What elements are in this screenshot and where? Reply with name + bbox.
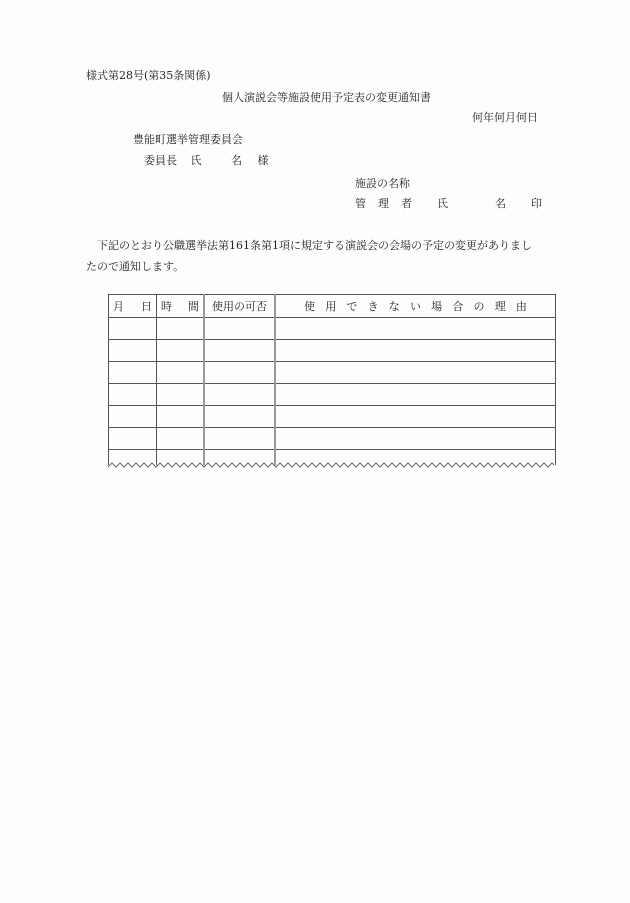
facility-name-label: 施設の名称: [355, 177, 410, 190]
cell-time[interactable]: [157, 428, 205, 450]
cell-time[interactable]: [157, 362, 205, 384]
chair-mei: 名: [231, 154, 242, 167]
cell-availability[interactable]: [204, 428, 275, 450]
cell-reason[interactable]: [275, 406, 556, 428]
table-row: [109, 406, 556, 428]
cell-availability[interactable]: [204, 362, 275, 384]
form-number-label: 様式第28号(第35条関係): [86, 69, 211, 82]
cell-reason[interactable]: [275, 340, 556, 362]
cell-date[interactable]: [109, 384, 157, 406]
table-continuation-wave: [108, 458, 555, 472]
body-text-line2: たので通知します。: [86, 260, 185, 273]
manager-char: 理: [378, 197, 389, 210]
table-row: [109, 318, 556, 340]
manager-char: 氏: [437, 197, 448, 210]
cell-availability[interactable]: [204, 406, 275, 428]
cell-reason[interactable]: [275, 428, 556, 450]
body-text-line1: 下記のとおり公職選挙法第161条第1項に規定する演説会の会場の予定の変更がありまし: [97, 239, 532, 252]
document-title: 個人演説会等施設使用予定表の変更通知書: [222, 91, 431, 104]
cell-availability[interactable]: [204, 384, 275, 406]
chair-title: 委員長: [144, 154, 177, 167]
table-row: [109, 340, 556, 362]
cell-time[interactable]: [157, 318, 205, 340]
schedule-change-table: [108, 294, 556, 465]
table-header-row: [109, 295, 556, 318]
addressee-chair: [144, 152, 269, 168]
cell-time[interactable]: [157, 406, 205, 428]
cell-time[interactable]: [157, 340, 205, 362]
cell-availability[interactable]: [204, 318, 275, 340]
header-time: 時 間: [157, 295, 205, 318]
cell-reason[interactable]: [275, 362, 556, 384]
header-availability: 使用の可否: [204, 295, 275, 318]
date-field: 何年何月何日: [472, 111, 538, 124]
cell-date[interactable]: [109, 340, 157, 362]
cell-reason[interactable]: [275, 318, 556, 340]
header-reason: 使 用 で き な い 場 合 の 理 由: [275, 295, 556, 318]
cell-date[interactable]: [109, 362, 157, 384]
table-row: [109, 428, 556, 450]
cell-date[interactable]: [109, 428, 157, 450]
cell-date[interactable]: [109, 406, 157, 428]
cell-date[interactable]: [109, 318, 157, 340]
cell-reason[interactable]: [275, 384, 556, 406]
cell-time[interactable]: [157, 384, 205, 406]
chair-sama: 様: [257, 154, 269, 167]
manager-char: 名: [495, 197, 506, 210]
cell-availability[interactable]: [204, 340, 275, 362]
table-row: [109, 384, 556, 406]
header-month-day: 月 日: [109, 295, 157, 318]
addressee-org: 豊能町選挙管理委員会: [133, 133, 243, 146]
table-row: [109, 362, 556, 384]
chair-shi: 氏: [190, 154, 202, 167]
manager-char: 者: [401, 197, 412, 210]
seal-mark: 印: [531, 197, 542, 210]
manager-char: 管: [355, 197, 366, 210]
